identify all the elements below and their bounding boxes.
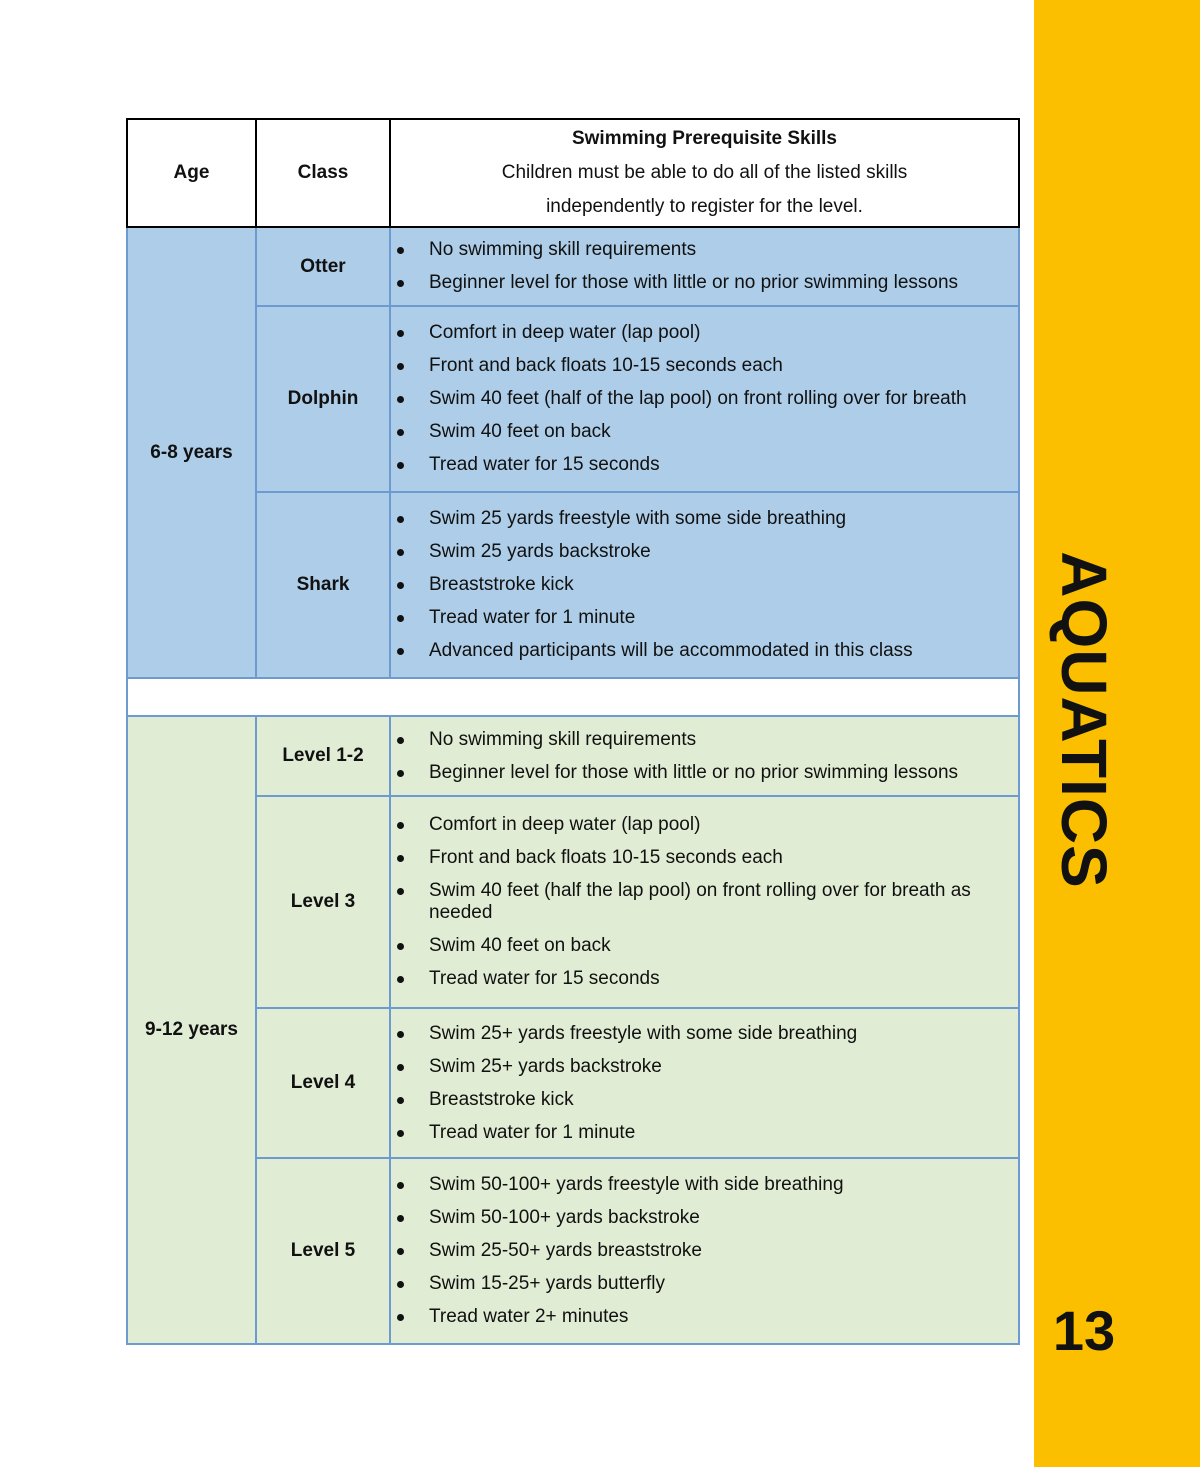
skill-item bbox=[391, 968, 1018, 990]
skills-header-title: Swimming Prerequisite Skills bbox=[571, 128, 838, 149]
class-row bbox=[127, 796, 1019, 1008]
skills-cell bbox=[390, 227, 1019, 306]
skill-text: No swimming skill requirements bbox=[429, 728, 697, 750]
skill-text: Swim 15-25+ yards butterfly bbox=[429, 1273, 666, 1294]
skill-item bbox=[391, 847, 1018, 869]
skills-cell bbox=[390, 306, 1019, 492]
skill-item bbox=[391, 355, 1018, 377]
skill-item bbox=[391, 1273, 1018, 1295]
skill-text: Front and back floats 10-15 seconds each bbox=[429, 847, 783, 868]
skill-text: Front and back floats 10-15 seconds each bbox=[429, 355, 783, 376]
skill-item bbox=[391, 239, 1018, 261]
class-name-cell: Shark bbox=[256, 492, 390, 678]
bullet-icon bbox=[397, 1064, 404, 1071]
bullet-icon bbox=[397, 1215, 404, 1222]
skill-text: Comfort in deep water (lap pool) bbox=[429, 814, 701, 835]
bullet-icon bbox=[397, 1182, 404, 1189]
bullet-icon bbox=[397, 1281, 404, 1288]
skill-item bbox=[391, 880, 1018, 924]
bullet-icon bbox=[397, 462, 404, 469]
bullet-icon bbox=[397, 648, 404, 655]
skill-item bbox=[391, 1240, 1018, 1262]
bullet-icon bbox=[397, 888, 404, 895]
bullet-icon bbox=[397, 549, 404, 556]
section-title: AQUATICS bbox=[1048, 551, 1120, 889]
bullet-icon bbox=[397, 1031, 404, 1038]
bullet-icon bbox=[397, 1314, 404, 1321]
skill-item bbox=[391, 640, 1018, 662]
skills-cell bbox=[390, 1158, 1019, 1344]
skill-text: Swim 25 yards backstroke bbox=[429, 541, 651, 562]
skill-text: Swim 25+ yards backstroke bbox=[429, 1055, 662, 1077]
class-name-cell: Level 1-2 bbox=[256, 716, 390, 796]
page-number: 13 bbox=[1052, 1299, 1116, 1362]
skill-text: Tread water for 15 seconds bbox=[429, 454, 660, 475]
bullet-icon bbox=[397, 855, 404, 862]
skill-text: Swim 40 feet on back bbox=[429, 935, 611, 956]
skills-cell bbox=[390, 716, 1019, 796]
skill-text: Beginner level for those with little or no prior swimming lessons bbox=[429, 761, 959, 783]
skill-text: Swim 50-100+ yards freestyle with side breathing bbox=[429, 1174, 844, 1195]
bullet-icon bbox=[397, 1248, 404, 1255]
skill-text: Swim 40 feet (half of the lap pool) on front rolling over for breath bbox=[429, 388, 967, 409]
skill-item bbox=[391, 607, 1018, 629]
age-cell: 6-8 years bbox=[127, 227, 256, 678]
skill-text: Breaststroke kick bbox=[429, 1088, 574, 1110]
bullet-icon bbox=[397, 822, 404, 829]
header-row bbox=[127, 119, 1019, 227]
skill-item bbox=[391, 1306, 1018, 1328]
skills-list bbox=[391, 239, 1018, 294]
skills-cell bbox=[390, 492, 1019, 678]
class-row bbox=[127, 306, 1019, 492]
bullet-icon bbox=[397, 1130, 404, 1137]
age-header: Age bbox=[127, 119, 256, 227]
bullet-icon bbox=[397, 280, 404, 287]
skill-item bbox=[391, 454, 1018, 476]
skill-item bbox=[391, 762, 1018, 784]
skill-item bbox=[391, 421, 1018, 443]
bullet-icon bbox=[397, 429, 404, 436]
skill-item bbox=[391, 1122, 1018, 1144]
age-cell: 9-12 years bbox=[127, 716, 256, 1344]
skills-header-line2: independently to register for the level. bbox=[546, 196, 863, 217]
class-row bbox=[127, 1158, 1019, 1344]
skill-item bbox=[391, 1207, 1018, 1229]
skills-header-line1: Children must be able to do all of the listed skills bbox=[501, 162, 908, 183]
class-row bbox=[127, 716, 1019, 796]
skills-list bbox=[391, 1174, 1018, 1328]
skill-item bbox=[391, 508, 1018, 530]
bullet-icon bbox=[397, 615, 404, 622]
bullet-icon bbox=[397, 516, 404, 523]
bullet-icon bbox=[397, 396, 404, 403]
bullet-icon bbox=[397, 770, 404, 777]
class-name-cell: Level 4 bbox=[256, 1008, 390, 1158]
bullet-icon bbox=[397, 363, 404, 370]
skill-text: Tread water for 1 minute bbox=[429, 607, 636, 628]
class-name-cell: Level 5 bbox=[256, 1158, 390, 1344]
skills-cell bbox=[390, 1008, 1019, 1158]
skill-text: Tread water for 15 seconds bbox=[429, 968, 660, 989]
skill-item bbox=[391, 272, 1018, 294]
group-spacer bbox=[127, 678, 1019, 716]
skill-text: Tread water for 1 minute bbox=[429, 1121, 636, 1143]
skill-text: Beginner level for those with little or no prior swimming lessons bbox=[429, 272, 959, 293]
bullet-icon bbox=[397, 1097, 404, 1104]
skill-text: Swim 40 feet (half the lap pool) on front rolling over for breath as needed bbox=[429, 880, 971, 923]
bullet-icon bbox=[397, 737, 404, 744]
skills-list bbox=[391, 1023, 1018, 1144]
skill-text: Advanced participants will be accommodated in this class bbox=[429, 640, 913, 661]
skill-item bbox=[391, 935, 1018, 957]
class-header: Class bbox=[256, 119, 390, 227]
skill-item bbox=[391, 574, 1018, 596]
skills-table bbox=[126, 118, 1020, 1345]
skills-list bbox=[391, 508, 1018, 662]
skill-text: Swim 25+ yards freestyle with some side breathing bbox=[429, 1022, 858, 1044]
bullet-icon bbox=[397, 582, 404, 589]
bullet-icon bbox=[397, 976, 404, 983]
skill-text: Swim 40 feet on back bbox=[429, 421, 611, 442]
spacer-cell bbox=[127, 678, 1019, 716]
skill-item bbox=[391, 322, 1018, 344]
skill-text: Swim 50-100+ yards backstroke bbox=[429, 1207, 700, 1228]
skills-list bbox=[391, 814, 1018, 990]
class-row bbox=[127, 227, 1019, 306]
class-name-cell: Dolphin bbox=[256, 306, 390, 492]
skill-item bbox=[391, 1056, 1018, 1078]
bullet-icon bbox=[397, 330, 404, 337]
skill-text: Breaststroke kick bbox=[429, 574, 574, 595]
skill-item bbox=[391, 1089, 1018, 1111]
skills-list bbox=[391, 729, 1018, 784]
skill-text: Swim 25-50+ yards breaststroke bbox=[429, 1240, 702, 1261]
bullet-icon bbox=[397, 247, 404, 254]
class-name-cell: Level 3 bbox=[256, 796, 390, 1008]
skill-item bbox=[391, 388, 1018, 410]
skills-header bbox=[390, 119, 1019, 227]
class-row bbox=[127, 492, 1019, 678]
skill-item bbox=[391, 729, 1018, 751]
skill-text: Swim 25 yards freestyle with some side breathing bbox=[429, 508, 847, 529]
skills-cell bbox=[390, 796, 1019, 1008]
class-row bbox=[127, 1008, 1019, 1158]
skill-item bbox=[391, 1174, 1018, 1196]
skills-list bbox=[391, 322, 1018, 476]
skill-item bbox=[391, 814, 1018, 836]
skill-text: Comfort in deep water (lap pool) bbox=[429, 322, 701, 343]
class-name-cell: Otter bbox=[256, 227, 390, 306]
skill-item bbox=[391, 541, 1018, 563]
skill-item bbox=[391, 1023, 1018, 1045]
skill-text: Tread water 2+ minutes bbox=[429, 1306, 629, 1327]
skill-text: No swimming skill requirements bbox=[429, 239, 697, 260]
bullet-icon bbox=[397, 943, 404, 950]
